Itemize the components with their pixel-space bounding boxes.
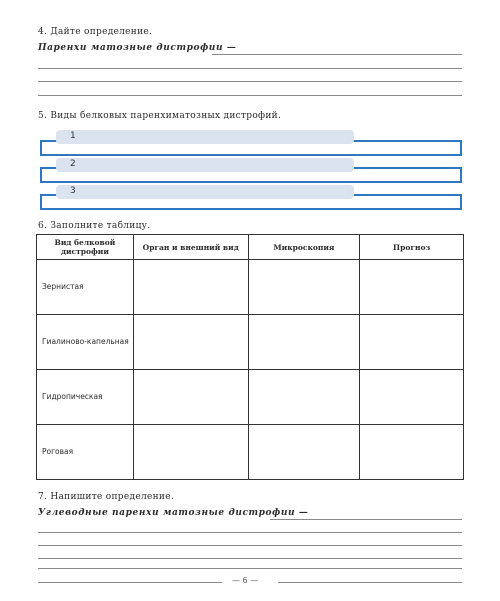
footer-rule-left bbox=[38, 582, 222, 583]
table-cell[interactable] bbox=[360, 260, 464, 315]
answer-line[interactable] bbox=[270, 519, 462, 520]
table-cell[interactable] bbox=[248, 425, 360, 480]
table-cell[interactable] bbox=[248, 315, 360, 370]
q4-term: Паренхи матозные дистрофии — bbox=[38, 43, 237, 53]
table-cell[interactable] bbox=[133, 370, 248, 425]
item-label-3: 3 bbox=[56, 185, 354, 199]
table-cell[interactable] bbox=[133, 425, 248, 480]
answer-line[interactable] bbox=[38, 532, 462, 533]
q7-term: Углеводные паренхи матозные дистрофии — bbox=[38, 508, 309, 518]
answer-line[interactable] bbox=[38, 558, 462, 559]
table-row bbox=[37, 425, 464, 480]
row-label: Гидропическая bbox=[37, 370, 134, 425]
header-organ: Орган и внешний вид bbox=[133, 235, 248, 260]
table-cell[interactable] bbox=[133, 315, 248, 370]
answer-line[interactable] bbox=[38, 95, 462, 96]
row-label: Роговая bbox=[37, 425, 134, 480]
answer-line[interactable] bbox=[38, 568, 462, 569]
header-microscopy: Микроскопия bbox=[248, 235, 360, 260]
table-cell[interactable] bbox=[133, 260, 248, 315]
row-label: Зернистая bbox=[37, 260, 134, 315]
answer-line[interactable] bbox=[38, 81, 462, 82]
answer-line[interactable] bbox=[38, 545, 462, 546]
table-cell[interactable] bbox=[248, 260, 360, 315]
table-row bbox=[37, 315, 464, 370]
table-cell[interactable] bbox=[360, 315, 464, 370]
table-row bbox=[37, 260, 464, 315]
dystrophy-table bbox=[36, 234, 464, 480]
table-cell[interactable] bbox=[360, 370, 464, 425]
footer-rule-right bbox=[278, 582, 462, 583]
item-label-1: 1 bbox=[56, 130, 354, 144]
answer-line[interactable] bbox=[38, 68, 462, 69]
table-row bbox=[37, 370, 464, 425]
header-type: Вид белковой дистрофии bbox=[37, 235, 134, 260]
page-number: — 6 — bbox=[232, 576, 259, 585]
header-prognosis: Прогноз bbox=[360, 235, 464, 260]
answer-line[interactable] bbox=[212, 54, 462, 55]
item-label-2: 2 bbox=[56, 158, 354, 172]
q5-title: 5. Виды белковых паренхиматозных дистрофий. bbox=[38, 111, 282, 121]
table-cell[interactable] bbox=[360, 425, 464, 480]
q6-title: 6. Заполните таблицу. bbox=[38, 221, 151, 231]
q4-title: 4. Дайте определение. bbox=[38, 27, 153, 37]
row-label: Гиалиново-капельная bbox=[37, 315, 134, 370]
table-cell[interactable] bbox=[248, 370, 360, 425]
q7-title: 7. Напишите определение. bbox=[38, 492, 174, 502]
